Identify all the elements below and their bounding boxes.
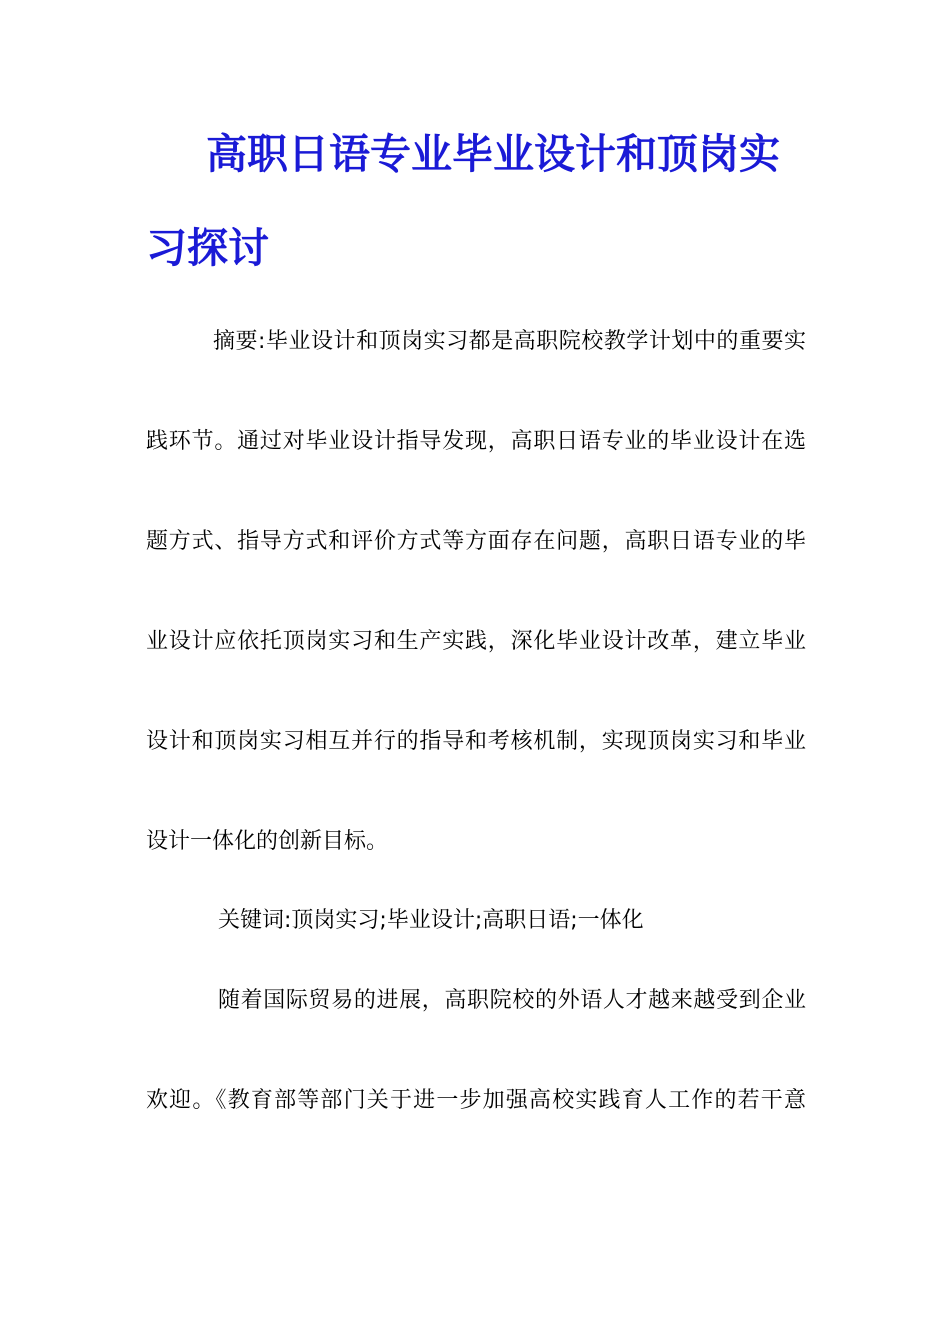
title-line-1: 高职日语专业毕业设计和顶岗实 [206, 130, 780, 178]
body-line-2: 欢迎。《教育部等部门关于进一步加强高校实践育人工作的若干意 [146, 1088, 806, 1113]
abstract-line-6: 设计一体化的创新目标。 [146, 829, 389, 854]
keywords-line: 关键词:顶岗实习;毕业设计;高职日语;一体化 [218, 908, 644, 933]
abstract-line-5: 设计和顶岗实习相互并行的指导和考核机制，实现顶岗实习和毕业 [146, 729, 806, 754]
abstract-line-1: 摘要:毕业设计和顶岗实习都是高职院校教学计划中的重要实 [213, 329, 806, 354]
title-line-2: 习探讨 [146, 224, 269, 272]
abstract-line-2: 践环节。通过对毕业设计指导发现，高职日语专业的毕业设计在选 [146, 429, 806, 454]
body-line-1: 随着国际贸易的进展，高职院校的外语人才越来越受到企业 [218, 988, 806, 1013]
abstract-line-3: 题方式、指导方式和评价方式等方面存在问题，高职日语专业的毕 [146, 529, 806, 554]
abstract-line-4: 业设计应依托顶岗实习和生产实践，深化毕业设计改革，建立毕业 [146, 629, 806, 654]
